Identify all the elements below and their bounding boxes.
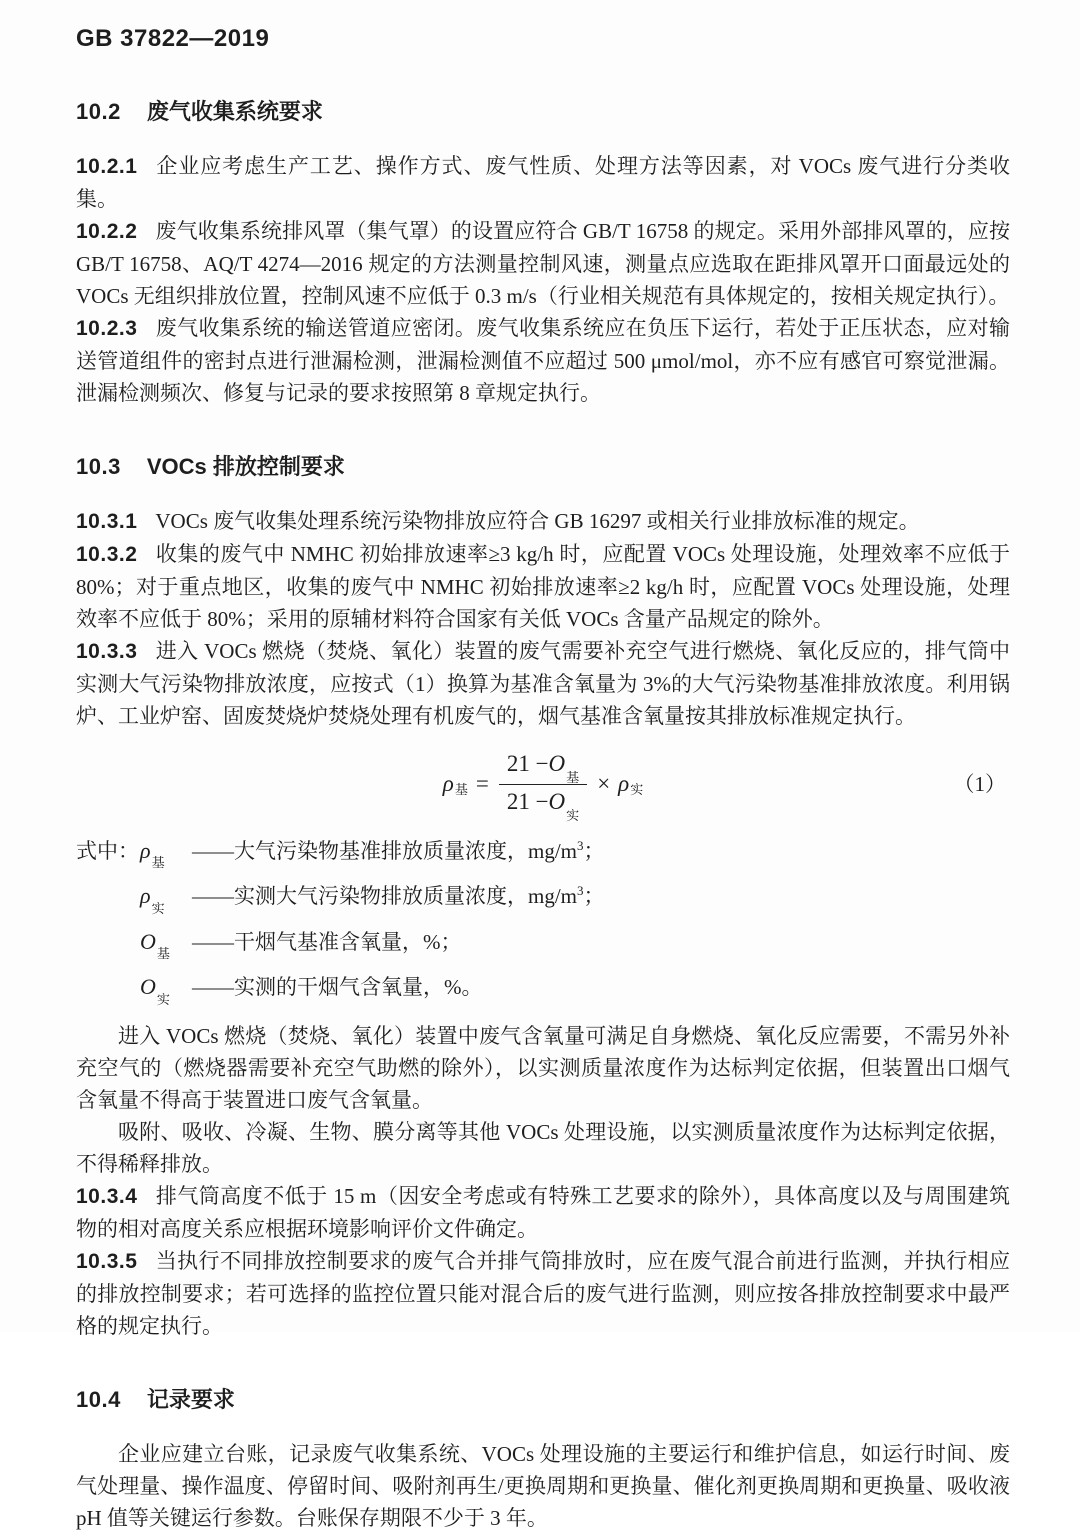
symbol-subscript: 实 (151, 900, 165, 916)
clause-number: 10.3.1 (76, 510, 138, 533)
clause-text: 排气筒高度不低于 15 m（因安全考虑或有特殊工艺要求的除外），具体高度以及与周围建筑物的相对高度关系应根据环境影响评价文件确定。 (76, 1183, 1010, 1241)
legend-lead: 式中： (76, 839, 139, 863)
clause-10-2-2 (76, 215, 1010, 312)
section-heading-10-4 (76, 1386, 1010, 1414)
formula-rhs-subscript: 实 (630, 781, 644, 797)
symbol: ρ (140, 883, 151, 909)
fraction-denominator (499, 785, 587, 824)
term-description (192, 833, 605, 870)
description-text: 干烟气基准含氧量，%； (234, 929, 462, 954)
doc-code: GB 37822—2019 (76, 25, 270, 52)
section-heading-10-2 (76, 98, 1010, 126)
formula-legend (76, 832, 1010, 1014)
tail-punctuation: ； (583, 884, 605, 909)
term-symbol (140, 923, 192, 968)
clause-text: 当执行不同排放控制要求的废气合并排气筒排放时，应在废气混合前进行监测，并执行相应的排放控制要求；若可选择的监控位置只能对混合后的废气进行监测，则应按各排放控制要求中最严格的规定执行。 (76, 1248, 1010, 1338)
term-symbol (140, 832, 192, 877)
description-text: 大气污染物基准排放质量浓度，mg/m (234, 839, 578, 863)
clause-text: 收集的废气中 NMHC 初始排放速率≥3 kg/h 时，应配置 VOCs 处理设施，处理效率不应低于 80%；对于重点地区，收集的废气中 NMHC 初始排放速率≥2 kg/h 时，应配置 VOCs 处理设施，处理效率不应低于 80%；采用的原辅材料符合国家有关低 VOCs 含量产品规定的除外。 (76, 542, 1010, 631)
equals-sign: = (475, 771, 489, 797)
dash: —— (192, 884, 234, 909)
clause-10-3-5 (76, 1245, 1010, 1342)
symbol: O (140, 928, 156, 954)
numerator-symbol: O (548, 750, 566, 776)
clause-number: 10.3.4 (76, 1184, 138, 1208)
numerator-constant: 21 − (506, 750, 549, 776)
dash: —— (192, 839, 234, 863)
clause-10-3-3 (76, 635, 1010, 732)
dash: —— (192, 975, 234, 1000)
paragraph-combustion-oxygen: 进入 VOCs 燃烧（焚烧、氧化）装置中废气含氧量可满足自身燃烧、氧化反应需要，不需另外补充空气的（燃烧器需要补充空气助燃的除外），以实测质量浓度作为达标判定依据，但装置出口烟气含氧量不得高于装置进口废气含氧量。 (76, 1023, 1010, 1112)
clause-text: 废气收集系统的输送管道应密闭。废气收集系统应在负压下运行，若处于正压状态，应对输送管道组件的密封点进行泄漏检测，泄漏检测值不应超过 500 μmol/mol，亦不应有感官可察觉泄漏。泄漏检测频次、修复与记录的要求按照第 8 章规定执行。 (76, 316, 1010, 405)
term-description (192, 924, 462, 961)
legend-row (76, 832, 1010, 877)
section-number: 10.2 (76, 99, 121, 124)
symbol-subscript: 实 (156, 991, 170, 1007)
formula-lhs-symbol: ρ (442, 771, 454, 797)
section-title: 记录要求 (146, 1386, 235, 1412)
clause-10-2-3 (76, 312, 1010, 409)
denominator-subscript: 实 (566, 808, 580, 824)
equation-1 (76, 748, 1010, 824)
legend-row (76, 923, 1010, 968)
description-text: 实测大气污染物排放质量浓度，mg/m (234, 884, 578, 909)
formula-fraction (499, 750, 587, 824)
term-description (192, 969, 483, 1006)
clause-10-3-4 (76, 1180, 1010, 1245)
clause-10-3-1 (76, 505, 1010, 538)
formula-expression (442, 750, 644, 824)
clause-10-2-1 (76, 150, 1010, 215)
legend-row (76, 877, 1010, 922)
fraction-numerator (499, 751, 587, 785)
section-number: 10.3 (76, 454, 121, 479)
clause-number: 10.2.2 (76, 220, 138, 243)
formula-lhs-subscript: 基 (454, 781, 468, 797)
section-number: 10.4 (76, 1386, 121, 1412)
clause-text: 企业应考虑生产工艺、操作方式、废气性质、处理方法等因素，对 VOCs 废气进行分类收集。 (76, 154, 1010, 211)
tail-punctuation: ； (583, 839, 605, 863)
paragraph-other-treatment: 吸附、吸收、冷凝、生物、膜分离等其他 VOCs 处理设施，以实测质量浓度作为达标判定依据，不得稀释排放。 (76, 1119, 1010, 1176)
description-text: 实测的干烟气含氧量，%。 (234, 975, 483, 1000)
section-title: VOCs 排放控制要求 (146, 454, 345, 479)
term-description (192, 878, 605, 915)
multiply-sign: × (597, 771, 611, 797)
term-symbol (140, 877, 192, 922)
clause-number: 10.2.3 (76, 317, 138, 340)
numerator-subscript: 基 (566, 770, 580, 786)
clause-number: 10.3.3 (76, 640, 138, 663)
paragraph-record-keeping: 企业应建立台账，记录废气收集系统、VOCs 处理设施的主要运行和维护信息，如运行时间、废气处理量、操作温度、停留时间、吸附剂再生/更换周期和更换量、催化剂更换周期和更换量、吸收液 pH 值等关键运行参数。台账保存期限不少于 3 年。 (76, 1441, 1010, 1530)
clause-number: 10.3.2 (76, 543, 138, 566)
equation-number: （1） (953, 772, 1006, 796)
superscript: 3 (577, 838, 584, 853)
denominator-symbol: O (548, 788, 566, 814)
symbol: O (140, 974, 156, 1000)
dash: —— (192, 929, 234, 954)
legend-row (76, 968, 1010, 1013)
denominator-constant: 21 − (506, 788, 549, 814)
superscript: 3 (577, 883, 584, 899)
clause-text: 废气收集系统排风罩（集气罩）的设置应符合 GB/T 16758 的规定。采用外部排风罩的，应按 GB/T 16758、AQ/T 4274—2016 规定的方法测量控制风速，测量点应选取在距排风罩开口面最远处的 VOCs 无组织排放位置，控制风速不应低于 0.3 m/s（行业相关规范有具体规定的，按相关规定执行）。 (76, 219, 1010, 308)
clause-text: VOCs 废气收集处理系统污染物排放应符合 GB 16297 或相关行业排放标准的规定。 (155, 509, 920, 533)
symbol: ρ (140, 838, 151, 863)
section-title: 废气收集系统要求 (146, 99, 323, 124)
symbol-subscript: 基 (151, 855, 165, 871)
clause-text: 进入 VOCs 燃烧（焚烧、氧化）装置的废气需要补充空气进行燃烧、氧化反应的，排气筒中实测大气污染物排放浓度，应按式（1）换算为基准含氧量为 3%的大气污染物基准排放浓度。利用锅炉、工业炉窑、固废焚烧炉焚烧处理有机废气的，烟气基准含氧量按其排放标准规定执行。 (76, 639, 1010, 728)
symbol-subscript: 基 (156, 946, 170, 962)
clause-number: 10.3.5 (76, 1249, 138, 1273)
clause-10-3-2 (76, 538, 1010, 635)
term-symbol (140, 968, 192, 1013)
formula-rhs-symbol: ρ (618, 771, 630, 797)
section-heading-10-3 (76, 453, 1010, 481)
clause-number: 10.2.1 (76, 155, 138, 178)
